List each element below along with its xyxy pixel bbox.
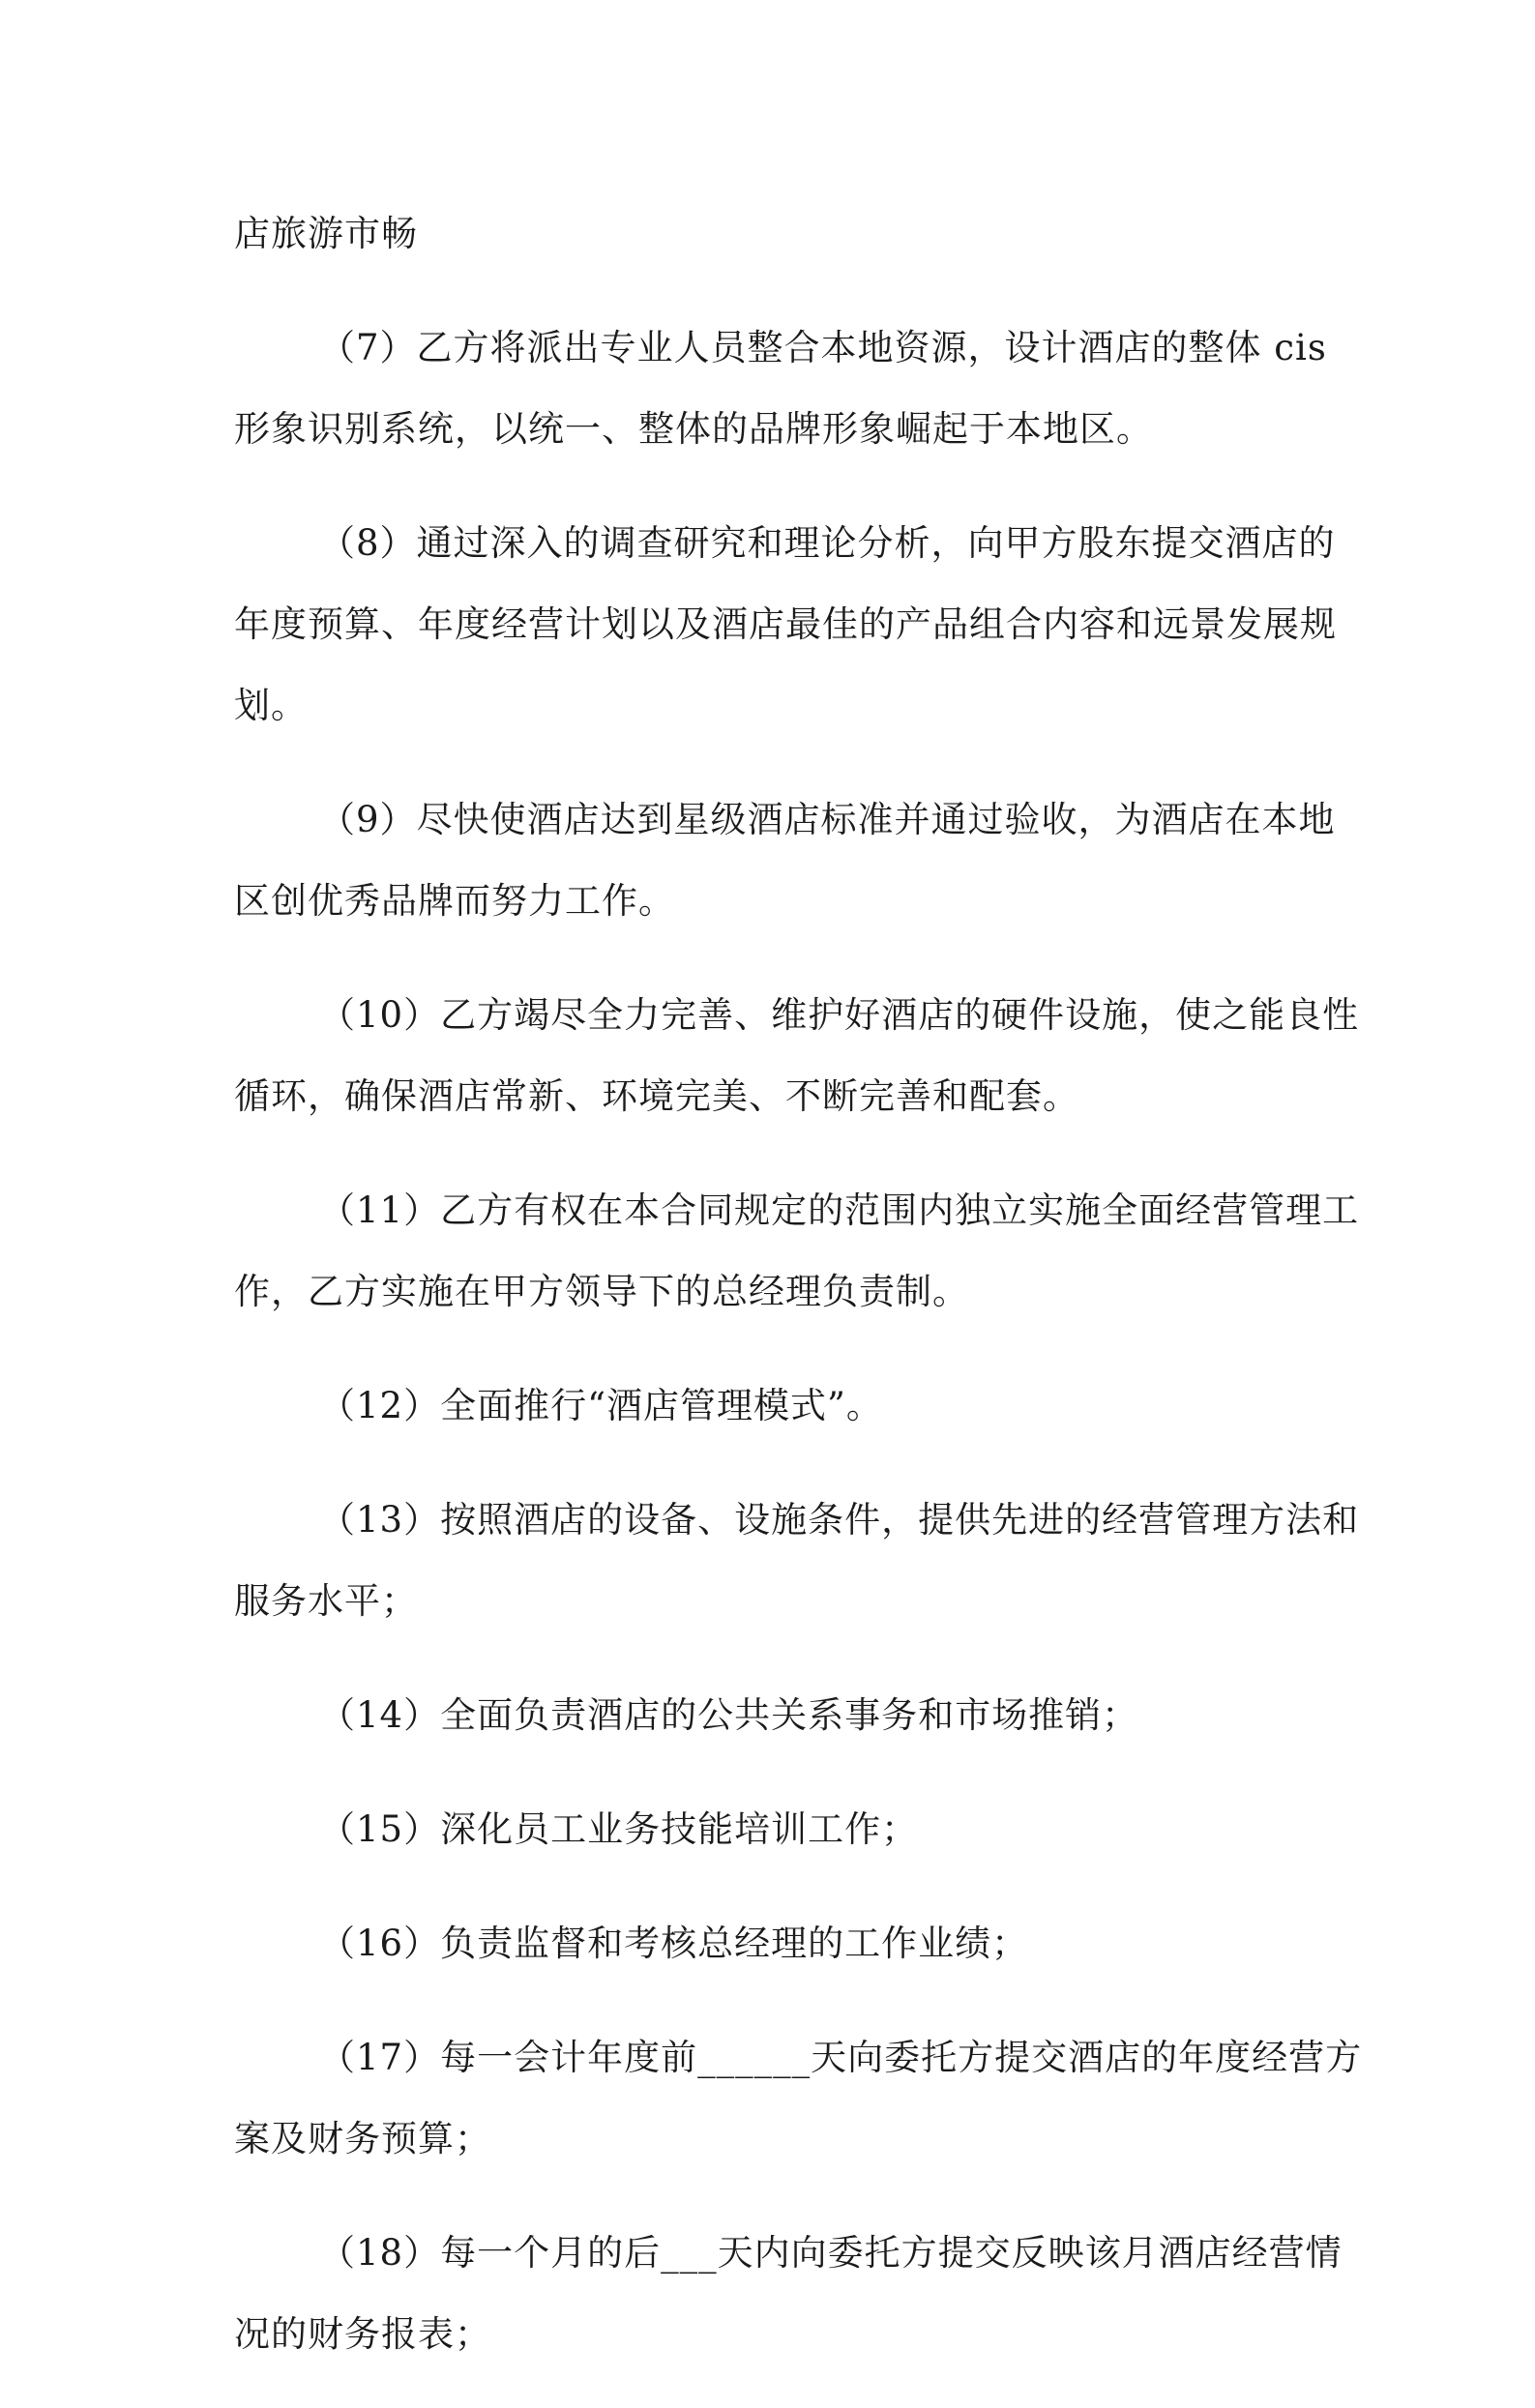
paragraph-line: 服务水平； xyxy=(234,1580,418,1622)
paragraph xyxy=(234,1480,1360,1642)
paragraph-line: （12）全面推行“酒店管理模式”。 xyxy=(319,1385,883,1426)
paragraph-line: （13）按照酒店的设备、设施条件，提供先进的经营管理方法和 xyxy=(319,1499,1360,1541)
paragraph-line: 店旅游市畅 xyxy=(234,213,418,254)
paragraph xyxy=(234,2213,1343,2375)
paragraph xyxy=(234,1366,1315,1447)
paragraph-line: （7）乙方将派出专业人员整合本地资源，设计酒店的整体 cis xyxy=(319,327,1327,368)
paragraph-line: 年度预算、年度经营计划以及酒店最佳的产品组合内容和远景发展规 xyxy=(234,603,1337,645)
paragraph xyxy=(234,1903,1315,1984)
paragraph-line: （11）乙方有权在本合同规定的范围内独立实施全面经营管理工 xyxy=(319,1189,1360,1231)
paragraph-line: 案及财务预算； xyxy=(234,2118,491,2159)
paragraph-line: （8）通过深入的调查研究和理论分析，向甲方股东提交酒店的 xyxy=(319,522,1336,564)
paragraph-line: 形象识别系统，以统一、整体的品牌形象崛起于本地区。 xyxy=(234,408,1153,450)
paragraph-line: （17）每一会计年度前______天向委托方提交酒店的年度经营方 xyxy=(319,2037,1363,2078)
document-page xyxy=(234,193,1363,2408)
paragraph xyxy=(234,503,1337,747)
paragraph xyxy=(234,1170,1360,1333)
paragraph-line: （18）每一个月的后___天内向委托方提交反映该月酒店经营情 xyxy=(319,2232,1343,2274)
paragraph xyxy=(234,193,1315,275)
paragraph xyxy=(234,779,1336,942)
paragraph-line: （15）深化员工业务技能培训工作； xyxy=(319,1808,919,1850)
paragraph-line: （9）尽快使酒店达到星级酒店标准并通过验收，为酒店在本地 xyxy=(319,799,1336,840)
paragraph-line: （10）乙方竭尽全力完善、维护好酒店的硬件设施，使之能良性 xyxy=(319,994,1360,1036)
paragraph-line: 循环，确保酒店常新、环境完美、不断完善和配套。 xyxy=(234,1075,1079,1117)
paragraph-line: （14）全面负责酒店的公共关系事务和市场推销； xyxy=(319,1694,1139,1736)
paragraph xyxy=(234,975,1360,1137)
paragraph xyxy=(234,1675,1315,1756)
paragraph xyxy=(234,2017,1363,2180)
paragraph-line: 作，乙方实施在甲方领导下的总经理负责制。 xyxy=(234,1271,969,1312)
paragraph-line: 况的财务报表； xyxy=(234,2313,491,2355)
paragraph xyxy=(234,308,1327,470)
paragraph xyxy=(234,1789,1315,1870)
paragraph-line: 区创优秀品牌而努力工作。 xyxy=(234,880,675,922)
paragraph-line: （16）负责监督和考核总经理的工作业绩； xyxy=(319,1923,1029,1964)
paragraph-line: 划。 xyxy=(234,685,308,726)
